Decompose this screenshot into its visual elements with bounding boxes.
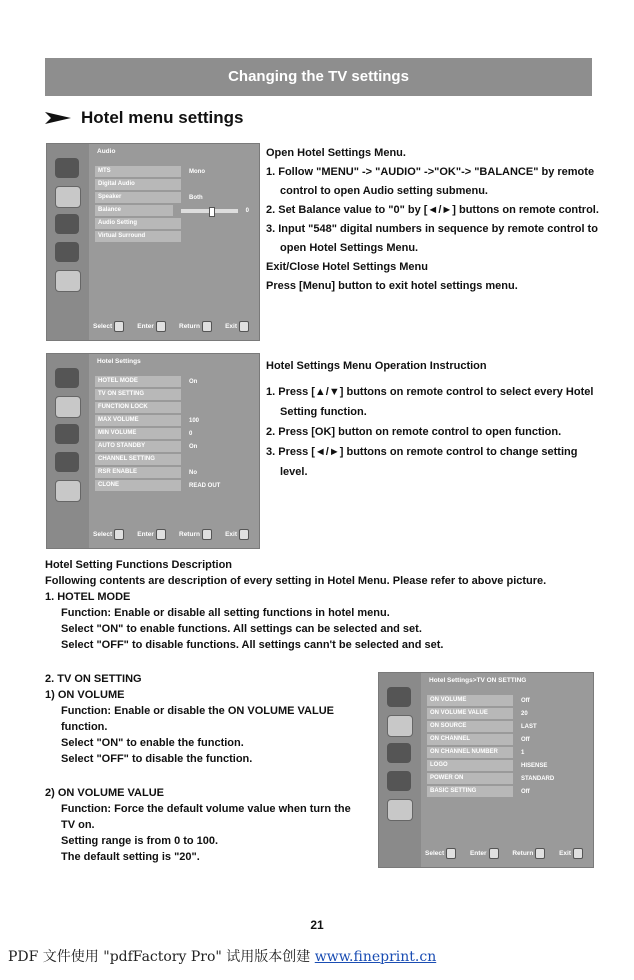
exit-text: Press [Menu] button to exit hotel settings menu. [266,280,518,292]
menu-row-label: CHANNEL SETTING [95,454,181,465]
footer-exit: Exit [225,529,249,540]
pdf-footer-text: PDF 文件使用 "pdfFactory Pro" 试用版本创建 [8,949,315,965]
operation-heading: Hotel Settings Menu Operation Instruction [266,360,487,372]
menu-row-value: LAST [521,723,537,730]
audio-icon [55,396,81,418]
operation-step: 2. Press [OK] button on remote control to open function. [266,426,562,438]
menu-title: Hotel Settings>TV ON SETTING [429,677,527,684]
menu-row[interactable] [95,480,249,491]
on-volume-value-title: 2) ON VOLUME VALUE [45,787,164,799]
picture-icon [55,368,79,388]
hotel-mode-line: Select "ON" to enable functions. All settings can be selected and set. [61,623,422,635]
menu-row[interactable] [95,218,249,229]
ok-icon [156,529,166,540]
menu-icon [239,529,249,540]
open-hotel-block [266,144,601,296]
open-step: 1. Follow "MENU" -> "AUDIO" ->"OK"-> "BALANCE" by remote control to open Audio setting submenu. [266,166,595,197]
menu-row-label: BASIC SETTING [427,786,513,797]
menu-row[interactable] [427,760,583,771]
footer-return: Return [179,321,212,332]
menu-row-label: HOTEL MODE [95,376,181,387]
footer-select: Select [93,321,124,332]
menu-row-value: 0 [189,430,193,437]
audio-icon [55,186,81,208]
menu-row[interactable] [95,402,249,413]
tv-on-menu-screenshot [378,672,594,868]
menu-row-label: AUTO STANDBY [95,441,181,452]
tv-icon [387,743,411,763]
menu-row[interactable] [95,467,249,478]
menu-row-label: POWER ON [427,773,513,784]
audio-icon [387,715,413,737]
section-title [45,108,243,128]
menu-row-value: Off [521,697,530,704]
menu-row-value: On [189,443,198,450]
on-volume-line: Select "ON" to enable the function. [61,737,244,749]
menu-row-value: No [189,469,197,476]
footer-exit: Exit [559,848,583,859]
menu-row-label: RSR ENABLE [95,467,181,478]
menu-row[interactable] [427,773,583,784]
menu-row-label: ON SOURCE [427,721,513,732]
menu-row[interactable] [95,428,249,439]
footer-return: Return [179,529,212,540]
menu-row[interactable] [427,734,583,745]
exit-heading: Exit/Close Hotel Settings Menu [266,261,428,273]
menu-row[interactable] [427,786,583,797]
pdf-footer-note [8,946,436,966]
open-step: 2. Set Balance value to "0" by [◄/►] buttons on remote control. [266,204,599,216]
updown-icon [114,529,124,540]
menu-row-label: ON VOLUME [427,695,513,706]
setup-icon [55,452,79,472]
menu-row-value: READ OUT [189,482,221,489]
menu-row-value: 0 [245,207,249,214]
menu-icon [573,848,583,859]
menu-row[interactable] [95,231,249,242]
menu-row[interactable] [95,205,249,216]
updown-icon [446,848,456,859]
menu-row-value: 20 [521,710,528,717]
menu-row-label: MTS [95,166,181,177]
on-volume-value-line: Function: Force the default volume value when turn the [61,803,351,815]
audio-menu-screenshot [46,143,260,341]
ok-icon [489,848,499,859]
tools-icon [55,270,81,292]
menu-row[interactable] [95,454,249,465]
tv-icon [55,424,79,444]
menu-row-value: 1 [521,749,525,756]
menu-row[interactable] [95,441,249,452]
menu-row[interactable] [95,192,249,203]
menu-row[interactable] [95,179,249,190]
menu-row-value: Off [521,788,530,795]
page-number: 21 [310,918,324,932]
menu-row[interactable] [427,695,583,706]
menu-row-value: Mono [189,168,205,175]
on-volume-value-line: TV on. [61,819,95,831]
arrow-icon [45,112,71,124]
open-step: 3. Input "548" digital numbers in sequence by remote control to open Hotel Settings Menu. [266,223,598,254]
picture-icon [55,158,79,178]
on-volume-value-line: The default setting is "20". [61,851,200,863]
menu-row[interactable] [427,747,583,758]
menu-sidebar [47,144,89,340]
menu-row-label: ON VOLUME VALUE [427,708,513,719]
menu-row-label: Digital Audio [95,179,181,190]
menu-sidebar [379,673,421,867]
on-volume-line: Select "OFF" to disable the function. [61,753,253,765]
footer-enter: Enter [470,848,499,859]
tv-on-title: 2. TV ON SETTING [45,673,142,685]
on-volume-line: function. [61,721,108,733]
menu-row[interactable] [427,721,583,732]
menu-row-label: CLONE [95,480,181,491]
menu-row-label: ON CHANNEL [427,734,513,745]
tools-icon [387,799,413,821]
ok-icon [156,321,166,332]
footer-exit: Exit [225,321,249,332]
hotel-mode-line: Function: Enable or disable all setting functions in hotel menu. [61,607,390,619]
setup-icon [55,242,79,262]
menu-sidebar [47,354,89,548]
menu-row-label: Balance [95,205,173,216]
fineprint-link[interactable]: www.fineprint.cn [314,949,437,965]
section-title-text: Hotel menu settings [81,108,244,127]
menu-row-label: MAX VOLUME [95,415,181,426]
footer-enter: Enter [137,321,166,332]
menu-row-label: TV ON SETTING [95,389,181,400]
description-intro: Following contents are description of every setting in Hotel Menu. Please refer to above picture. [45,575,547,587]
menu-row[interactable] [95,389,249,400]
menu-row-label: Audio Setting [95,218,181,229]
description-heading: Hotel Setting Functions Description [45,559,233,571]
menu-row-value: HISENSE [521,762,548,769]
menu-title: Hotel Settings [97,358,141,365]
menu-row-label: ON CHANNEL NUMBER [427,747,513,758]
on-volume-title: 1) ON VOLUME [45,689,125,701]
menu-row[interactable] [427,708,583,719]
footer-enter: Enter [137,529,166,540]
menu-row-label: LOGO [427,760,513,771]
updown-icon [114,321,124,332]
menu-row[interactable] [95,415,249,426]
menu-row-label: FUNCTION LOCK [95,402,181,413]
hotel-mode-line: Select "OFF" to disable functions. All settings cann't be selected and set. [61,639,444,651]
setup-icon [387,771,411,791]
menu-row-value: STANDARD [521,775,555,782]
menu-footer [425,848,583,859]
menu-row-value: Off [521,736,530,743]
return-icon [202,529,212,540]
menu-footer [93,321,249,332]
menu-footer [93,529,249,540]
operation-step: 3. Press [◄/►] buttons on remote control to change setting level. [266,446,578,478]
on-volume-line: Function: Enable or disable the ON VOLUME VALUE [61,705,334,717]
menu-row-label: Virtual Surround [95,231,181,242]
menu-row-label: Speaker [95,192,181,203]
footer-select: Select [93,529,124,540]
page-header: Changing the TV settings [45,58,592,96]
hotel-mode-title: 1. HOTEL MODE [45,591,131,603]
menu-row-value: 100 [189,417,200,424]
open-heading: Open Hotel Settings Menu. [266,147,406,159]
operation-block [266,356,601,482]
footer-select: Select [425,848,456,859]
footer-return: Return [512,848,545,859]
picture-icon [387,687,411,707]
return-icon [202,321,212,332]
on-volume-value-line: Setting range is from 0 to 100. [61,835,219,847]
balance-slider[interactable] [181,209,237,213]
menu-title: Audio [97,148,116,155]
menu-row-value: On [189,378,198,385]
menu-row[interactable] [95,376,249,387]
tools-icon [55,480,81,502]
tv-icon [55,214,79,234]
operation-step: 1. Press [▲/▼] buttons on remote control to select every Hotel Setting function. [266,386,594,418]
hotel-menu-screenshot [46,353,260,549]
menu-icon [239,321,249,332]
menu-row-label: MIN VOLUME [95,428,181,439]
return-icon [535,848,545,859]
menu-row[interactable] [95,166,249,177]
menu-row-value: Both [189,194,203,201]
